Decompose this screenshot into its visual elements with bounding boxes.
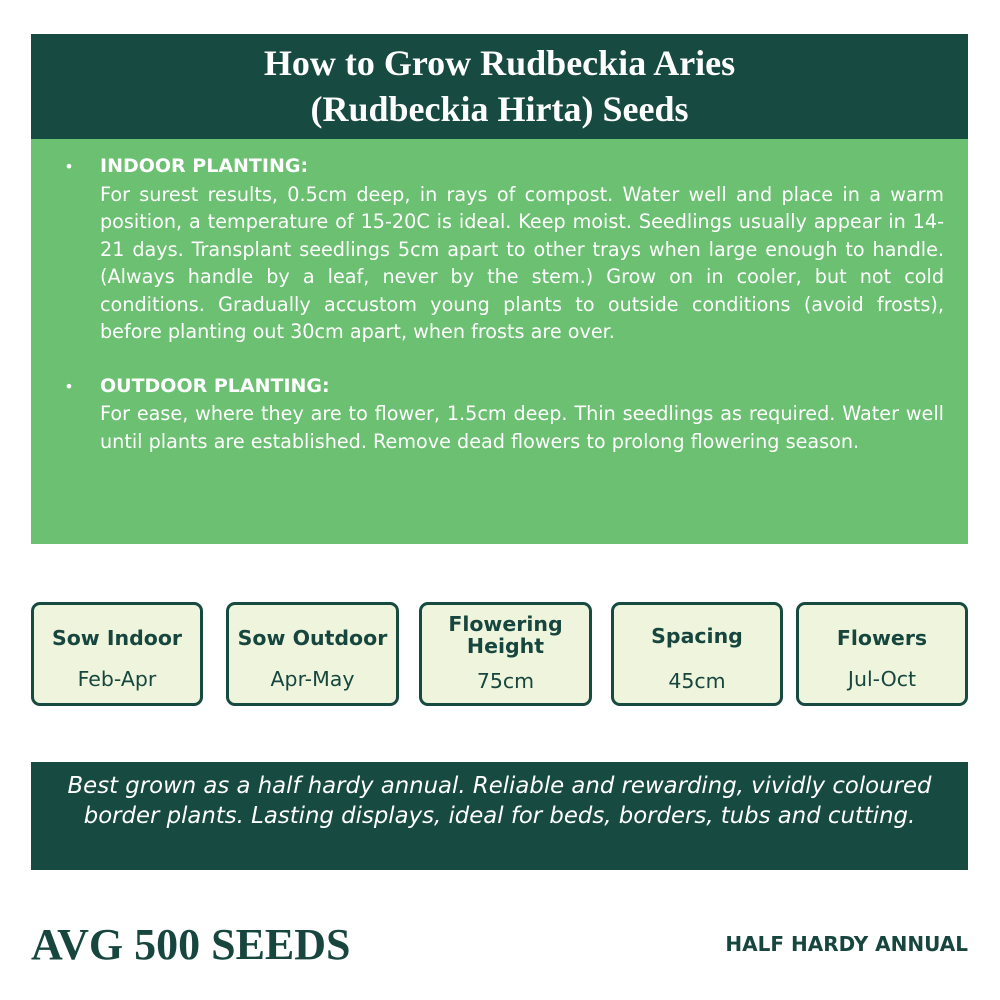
outdoor-planting-section xyxy=(64,373,944,456)
title-banner xyxy=(31,34,968,139)
box-value: Feb-Apr xyxy=(77,667,157,691)
indoor-planting-text: For surest results, 0.5cm deep, in rays of compost. Water well and place in a warm position, a temperature of 15-20C is ideal. Keep moist. Seedlings usually appear in 14-21 days. Transplant seedlings 5cm apart to other trays when large enough to handle. (Always handle by a leaf, never by the stem.) Grow on in cooler, but not cold conditions. Gradually accustom young plants to outside conditions (avoid frosts), before planting out 30cm apart, when frosts are over. xyxy=(100,182,944,343)
sow-indoor-box xyxy=(31,602,203,706)
indoor-planting-title: INDOOR PLANTING: xyxy=(100,155,309,177)
bullet-icon: • xyxy=(64,376,74,396)
box-value: Jul-Oct xyxy=(847,667,917,691)
description-text: Best grown as a half hardy annual. Reliable and rewarding, vividly coloured border plants. Lasting displays, ideal for beds, borders, tubs and cutting. xyxy=(67,773,932,829)
spacing-box xyxy=(611,602,783,706)
plant-type: HALF HARDY ANNUAL xyxy=(725,932,968,956)
flowers-box xyxy=(796,602,968,706)
box-value: 75cm xyxy=(476,669,535,693)
box-label: Sow Outdoor xyxy=(237,626,388,650)
box-value: 45cm xyxy=(668,669,726,693)
instructions-panel xyxy=(31,139,968,544)
description-banner xyxy=(31,762,968,870)
seed-count: AVG 500 SEEDS xyxy=(31,920,351,969)
box-label: Flowers xyxy=(836,626,928,650)
title-line-2: (Rudbeckia Hirta) Seeds xyxy=(310,89,689,129)
sow-outdoor-box xyxy=(226,602,399,706)
title-line-1: How to Grow Rudbeckia Aries xyxy=(263,43,736,83)
flowering-height-box xyxy=(419,602,592,706)
box-label: Flowering Height xyxy=(448,612,563,658)
box-value: Apr-May xyxy=(270,667,355,691)
box-label: Spacing xyxy=(651,624,743,648)
outdoor-planting-title: OUTDOOR PLANTING: xyxy=(100,374,330,397)
info-boxes xyxy=(31,602,968,706)
outdoor-planting-text: For ease, where they are to flower, 1.5cm deep. Thin seedlings as required. Water well until plants are established. Remove dead flowers to prolong flowering season. xyxy=(100,402,944,453)
box-label: Sow Indoor xyxy=(51,626,183,650)
bullet-icon: • xyxy=(64,157,74,176)
indoor-planting-section xyxy=(64,153,944,346)
